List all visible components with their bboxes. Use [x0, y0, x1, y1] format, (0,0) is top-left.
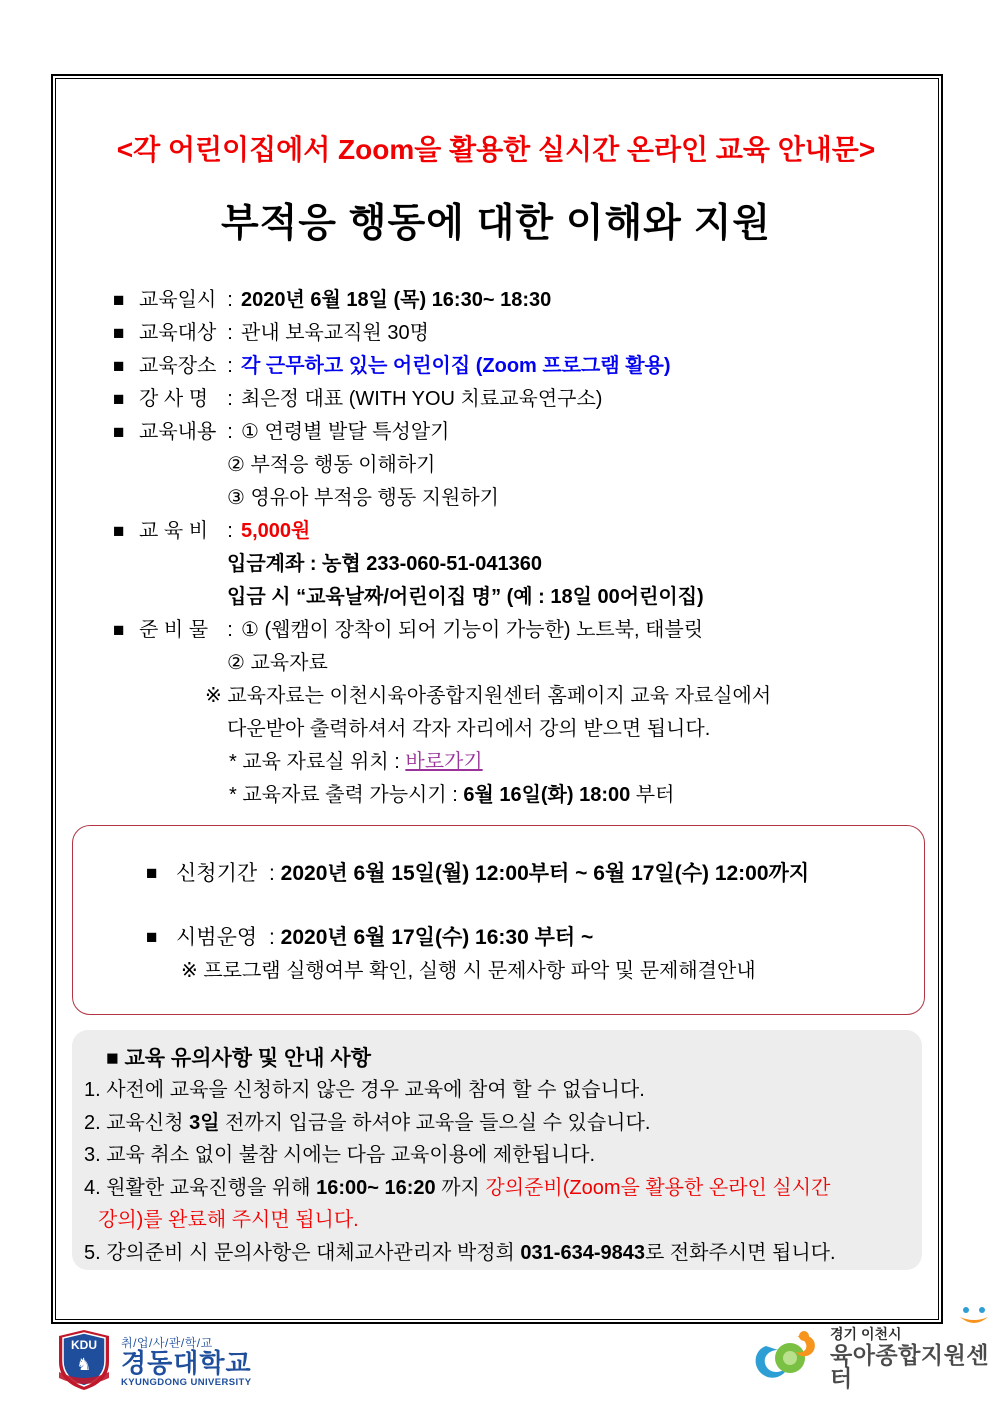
notice-item-5: 5. 강의준비 시 문의사항은 대체교사관리자 박정희 031-634-9843로 전화주시면 됩니다. — [84, 1241, 836, 1264]
schedule-trial-row: ■ 시범운영 : 2020년 6월 17일(수) 16:30 부터 ~ — [146, 924, 593, 952]
kdu-name-korean: 경동대학교 — [121, 1348, 252, 1379]
bullet-icon: ■ — [146, 863, 158, 884]
info-value: 2020년 6월 18일 (목) 16:30~ 18:30 — [241, 289, 552, 311]
info-value: 관내 보육교직원 30명 — [241, 322, 429, 344]
info-value-highlight: 각 근무하고 있는 어린이집 (Zoom 프로그램 활용) — [241, 355, 671, 377]
fee-deposit-line: 입금 시 “교육날짜/어린이집 명” (예 : 18일 00어린이집) — [227, 586, 704, 608]
schedule-apply-row: ■ 신청기간 : 2020년 6월 15일(월) 12:00부터 ~ 6월 17일(수) 12:00까지 — [146, 860, 809, 888]
info-label: 준 비 물 — [139, 619, 209, 641]
kdu-tagline: 취/업/사/관/학/교 — [121, 1336, 213, 1351]
materials-location-line: * 교육 자료실 위치 : 바로가기 — [113, 746, 903, 779]
content-item-2: ② 부적응 행동 이해하기 — [227, 454, 436, 476]
info-value: 최은정 대표 (WITH YOU 치료교육연구소) — [241, 388, 603, 410]
svg-text:♞: ♞ — [76, 1355, 92, 1375]
info-label: 교육내용 — [139, 421, 217, 443]
info-row-materials: ■ 준 비 물 : ① (웹캠이 장착이 되어 기능이 가능한) 노트북, 태블릿 — [113, 614, 903, 647]
fee-value: 5,000원 — [241, 520, 311, 542]
notice-item-1: 1. 사전에 교육을 신청하지 않은 경우 교육에 참여 할 수 없습니다. — [84, 1079, 645, 1101]
schedule-label: 시범운영 — [176, 926, 258, 949]
info-row-lecturer: ■ 강 사 명 : 최은정 대표 (WITH YOU 치료교육연구소) — [113, 383, 903, 416]
bullet-icon: ■ — [113, 389, 125, 410]
icheon-region-label: 경기 이천시 — [830, 1326, 902, 1342]
kdu-logo — [55, 1328, 252, 1397]
schedule-box — [72, 825, 925, 1015]
bullet-icon: ■ — [113, 323, 125, 344]
notice-title: ■ 교육 유의사항 및 안내 사항 — [106, 1047, 372, 1070]
info-label: 강 사 명 — [139, 388, 209, 410]
info-label: 교 육 비 — [139, 520, 209, 542]
shortcut-link[interactable]: 바로가기 — [405, 751, 483, 773]
info-row-fee: ■ 교 육 비 : 5,000원 — [113, 515, 903, 548]
materials-note-2: 다운받아 출력하셔서 각자 자리에서 강의 받으면 됩니다. — [227, 718, 711, 740]
schedule-value: 2020년 6월 17일(수) 16:30 부터 ~ — [280, 926, 594, 949]
schedule-label: 신청기간 — [176, 862, 258, 885]
materials-item-2: ② 교육자료 — [227, 652, 328, 674]
info-row-date: ■ 교육일시 : 2020년 6월 18일 (목) 16:30~ 18:30 — [113, 284, 903, 317]
info-list — [113, 284, 903, 812]
fee-account-line: 입금계좌 : 농협 233-060-51-041360 — [227, 553, 542, 575]
bullet-icon: ■ — [113, 290, 125, 311]
bullet-icon: ■ — [113, 356, 125, 377]
icheon-swirl-icon — [752, 1326, 824, 1391]
content-item-1: ① 연령별 발달 특성알기 — [241, 421, 450, 443]
notice-item-2: 2. 교육신청 3일 전까지 입금을 하셔야 교육을 들으실 수 있습니다. — [84, 1111, 651, 1134]
smiley-icon — [954, 1305, 992, 1331]
notice-item-4: 4. 원활한 교육진행을 위해 16:00~ 16:20 까지 강의준비(Zoom을 활용한 온라인 실시간 — [84, 1176, 831, 1199]
notice-item-4-cont: 강의)를 완료해 주시면 됩니다. — [98, 1209, 359, 1231]
content-item-3: ③ 영유아 부적응 행동 지원하기 — [227, 487, 499, 509]
info-label: 교육대상 — [139, 322, 217, 344]
notice-subtitle: <각 어린이집에서 Zoom을 활용한 실시간 온라인 교육 안내문> — [116, 134, 876, 165]
info-label: 교육일시 — [139, 289, 217, 311]
bullet-icon: ■ — [113, 620, 125, 641]
info-label: 교육장소 — [139, 355, 217, 377]
notice-box — [72, 1030, 922, 1270]
schedule-value: 2020년 6월 15일(월) 12:00부터 ~ 6월 17일(수) 12:00까지 — [280, 862, 810, 885]
info-row-target: ■ 교육대상 : 관내 보육교직원 30명 — [113, 317, 903, 350]
kdu-name-english: KYUNGDONG UNIVERSITY — [121, 1377, 252, 1389]
bullet-icon: ■ — [146, 927, 158, 948]
svg-text:KDU: KDU — [71, 1338, 97, 1352]
bullet-icon: ■ — [113, 521, 125, 542]
info-row-place: ■ 교육장소 : 각 근무하고 있는 어린이집 (Zoom 프로그램 활용) — [113, 350, 903, 383]
schedule-note: ※ 프로그램 실행여부 확인, 실행 시 문제사항 파악 및 문제해결안내 — [181, 960, 756, 982]
materials-note-1: ※ 교육자료는 이천시육아종합지원센터 홈페이지 교육 자료실에서 — [205, 685, 772, 707]
bullet-icon: ■ — [113, 422, 125, 443]
icheon-center-name: 육아종합지원센터 — [830, 1342, 990, 1391]
info-row-content: ■ 교육내용 : ① 연령별 발달 특성알기 — [113, 416, 903, 449]
materials-print-line: * 교육자료 출력 가능시기 : 6월 16일(화) 18:00 부터 — [229, 784, 675, 806]
icheon-center-logo — [752, 1326, 992, 1391]
materials-item-1: ① (웹캠이 장착이 되어 기능이 가능한) 노트북, 태블릿 — [241, 619, 704, 641]
kdu-shield-icon — [55, 1328, 113, 1397]
page-title: 부적응 행동에 대한 이해와 지원 — [220, 202, 772, 245]
notice-item-3: 3. 교육 취소 없이 불참 시에는 다음 교육이용에 제한됩니다. — [84, 1144, 596, 1166]
